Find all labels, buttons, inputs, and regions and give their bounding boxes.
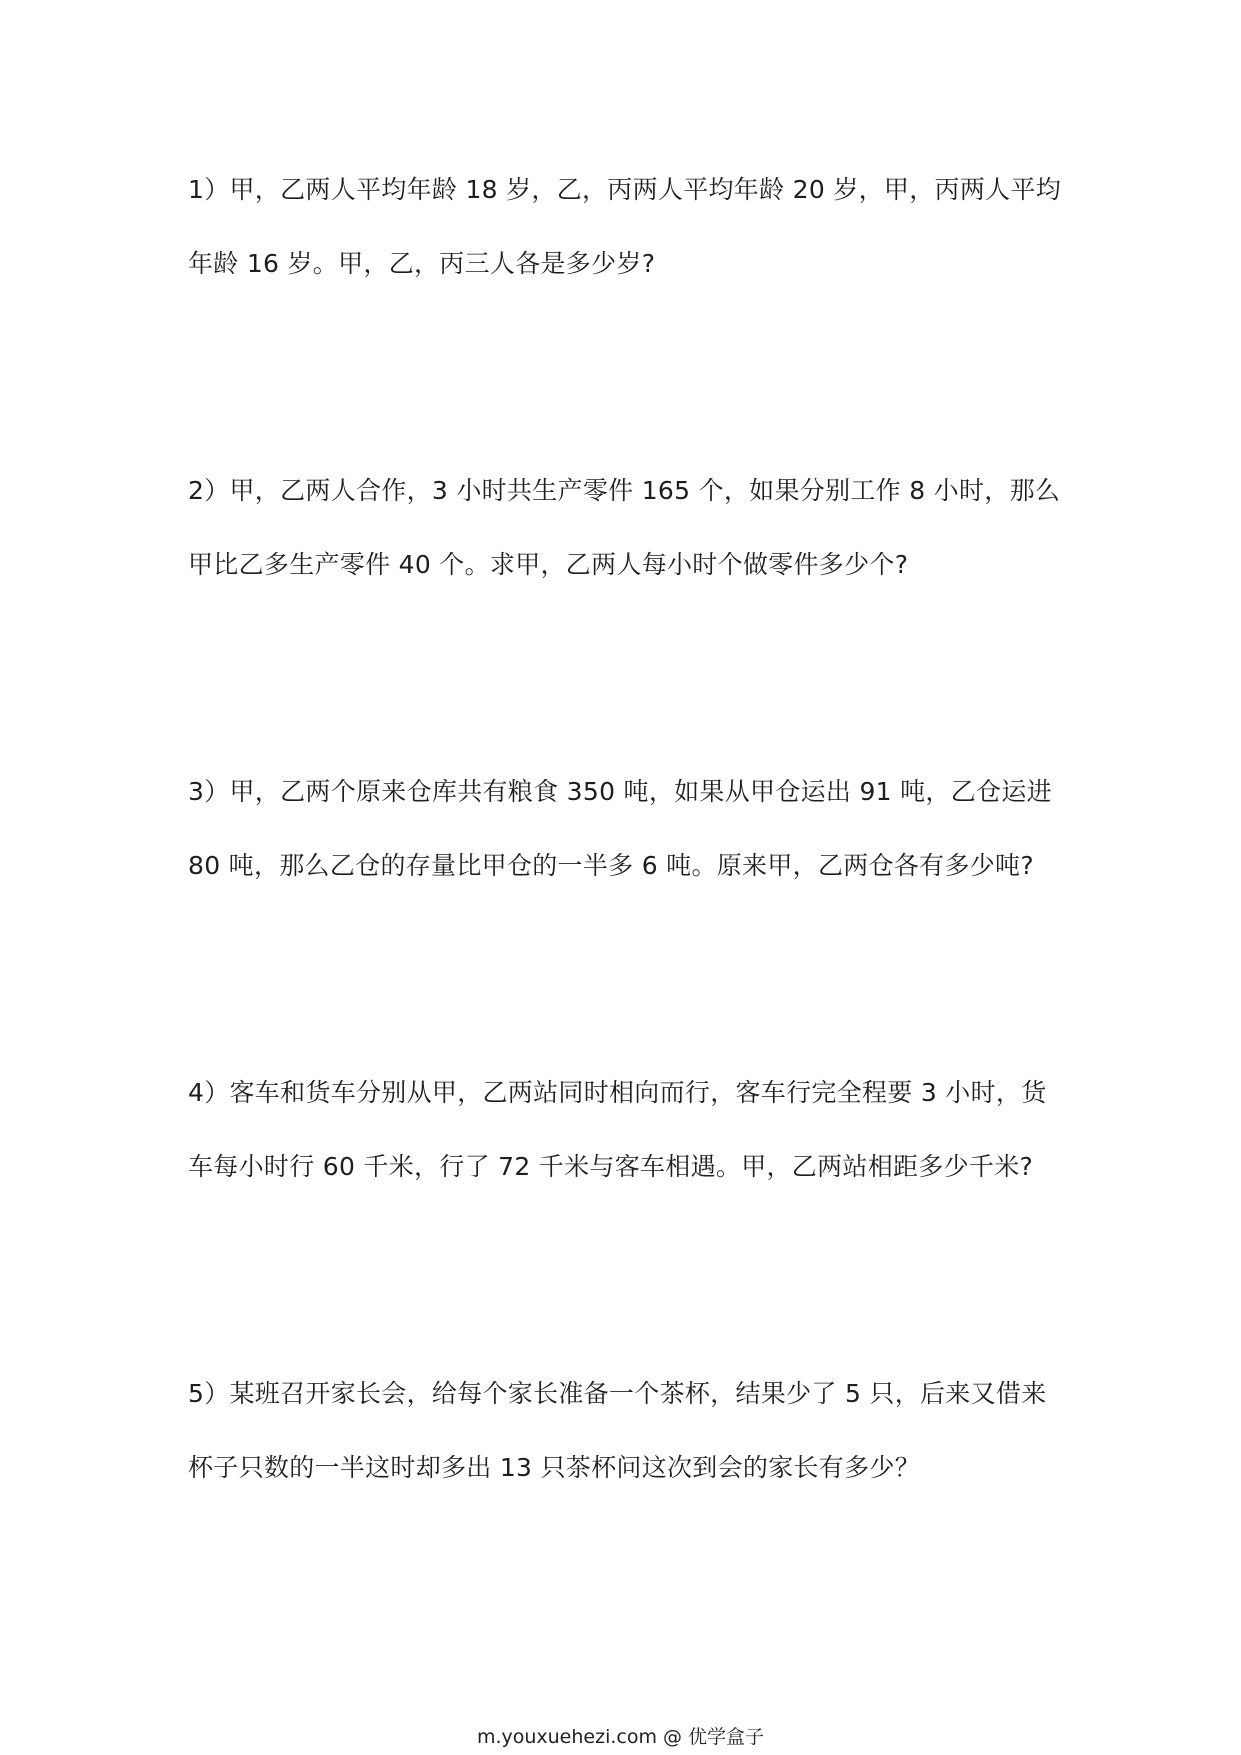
problem-5-line-1: 5）某班召开家长会，给每个家长准备一个茶杯，结果少了 5 只，后来又借来 bbox=[188, 1379, 1047, 1408]
problem-2-line-2: 甲比乙多生产零件 40 个。求甲，乙两人每小时个做零件多少个? bbox=[188, 550, 909, 579]
problem-5 bbox=[188, 1378, 1088, 1484]
problem-3-line-2: 80 吨，那么乙仓的存量比甲仓的一半多 6 吨。原来甲，乙两仓各有多少吨? bbox=[188, 851, 1034, 880]
problem-4-line-1: 4）客车和货车分别从甲，乙两站同时相向而行，客车行完全程要 3 小时，货 bbox=[188, 1078, 1047, 1107]
problem-2-line-1: 2）甲，乙两人合作，3 小时共生产零件 165 个，如果分别工作 8 小时，那么 bbox=[188, 476, 1061, 505]
problem-1-line-2: 年龄 16 岁。甲，乙，丙三人各是多少岁? bbox=[188, 249, 656, 278]
problem-1 bbox=[188, 174, 1088, 280]
problem-4-line-2: 车每小时行 60 千米，行了 72 千米与客车相遇。甲，乙两站相距多少千米? bbox=[188, 1152, 1034, 1181]
problem-4 bbox=[188, 1077, 1088, 1183]
problem-2 bbox=[188, 475, 1088, 581]
footer-watermark: m.youxuehezi.com @ 优学盒子 bbox=[476, 1726, 765, 1748]
problem-5-line-2: 杯子只数的一半这时却多出 13 只茶杯问这次到会的家长有多少？ bbox=[188, 1453, 921, 1482]
problem-3 bbox=[188, 776, 1088, 882]
problem-1-line-1: 1）甲，乙两人平均年龄 18 岁，乙，丙两人平均年龄 20 岁，甲，丙两人平均 bbox=[188, 175, 1062, 204]
problem-3-line-1: 3）甲，乙两个原来仓库共有粮食 350 吨，如果从甲仓运出 91 吨，乙仓运进 bbox=[188, 777, 1052, 806]
